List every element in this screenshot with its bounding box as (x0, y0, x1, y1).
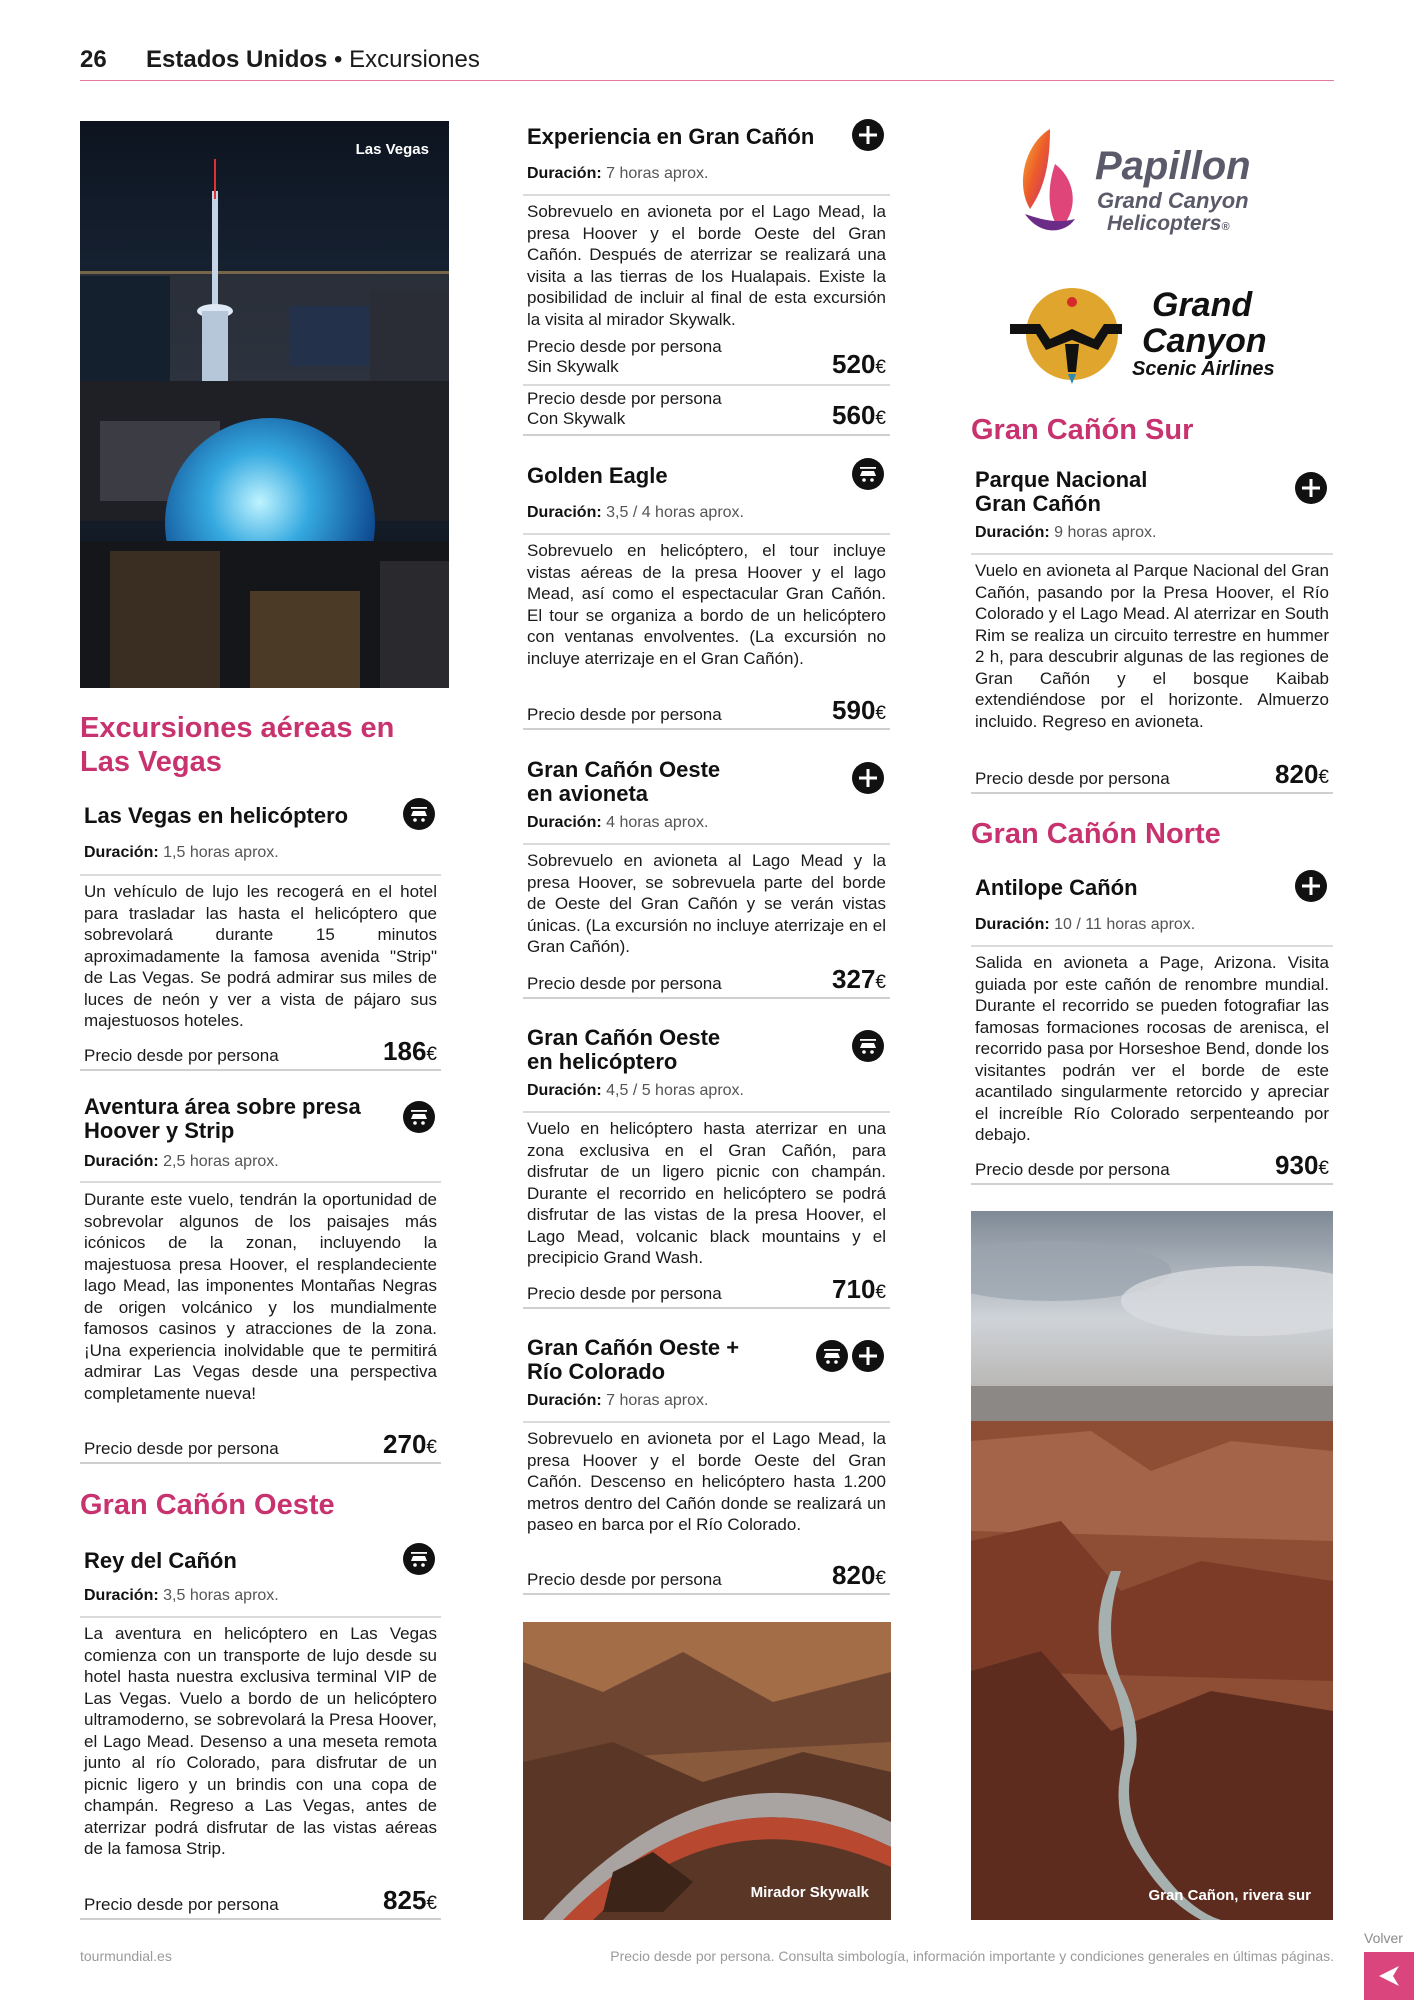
excursion-card (80, 796, 441, 1070)
excursion-duration: Duración: 7 horas aprox. (527, 1392, 709, 1409)
logo-text: Helicopters® (1107, 212, 1230, 235)
excursion-price: 825€ (383, 1885, 437, 1915)
excursion-card (523, 119, 890, 437)
excursion-duration: Duración: 3,5 horas aprox. (84, 1587, 279, 1604)
price-label: Precio desde por persona (975, 769, 1170, 788)
logo-text: Grand Canyon (1097, 188, 1249, 213)
excursion-description: Sobrevuelo en avioneta por el Lago Mead, la presa Hoover y el borde Oeste del Gran Cañón. Descenso en helicóptero hasta 1.200 metros dentro del Cañón donde se realizará un paseo en barca por el Río Colorado. (527, 1429, 886, 1534)
excursion-price: 710€ (832, 1274, 886, 1304)
excursion-duration: Duración: 4,5 / 5 horas aprox. (527, 1082, 744, 1099)
excursion-card (523, 458, 890, 730)
excursion-description: Un vehículo de lujo les recogerá en el hotel para trasladar las hasta el helicóptero que sobrevolará durante 15 minutos aproximadamente la famosa avenida "Strip" de Las Vegas. Se podrá admirar sus miles de luces de neón y ver a vista de pájaro sus majestuosos hoteles. (84, 882, 437, 1030)
price-label: Precio desde por persona Sin Skywalk (527, 337, 722, 376)
logo-text: Scenic Airlines (1132, 358, 1275, 380)
price-label: Precio desde por persona (975, 1160, 1170, 1179)
price-label: Precio desde por persona (527, 974, 722, 993)
excursion-price: 186€ (383, 1036, 437, 1066)
excursion-card (80, 1093, 441, 1463)
helicopter-icon (852, 458, 884, 490)
price-label: Precio desde por persona (527, 705, 722, 724)
helicopter-icon (403, 798, 435, 830)
excursion-description: Sobrevuelo en helicóptero, el tour incluye vistas aéreas de la presa Hoover y el lago Mead, así como el espectacular Gran Cañón. El tour se organiza a bordo de un helicóptero con ventanas envolventes. (La excursión no incluye aterrizaje en el Gran Cañón). (527, 541, 886, 668)
helicopter-icon (403, 1543, 435, 1575)
excursion-duration: Duración: 2,5 horas aprox. (84, 1153, 279, 1170)
footer-site[interactable]: tourmundial.es (80, 1948, 172, 1964)
price-label: Precio desde por persona Con Skywalk (527, 389, 722, 428)
price-label: Precio desde por persona (527, 1570, 722, 1589)
excursion-price: 590€ (832, 695, 886, 725)
grand-canyon-photo (971, 1211, 1333, 1920)
excursion-price: 327€ (832, 964, 886, 994)
price-label: Precio desde por persona (84, 1439, 279, 1458)
plane-icon (852, 119, 884, 151)
excursion-description: Vuelo en avioneta al Parque Nacional del Gran Cañón, pasando por la Presa Hoover, el Río Colorado y el Lago Mead. Al aterrizar en South Rim se realiza un circuito terrestre en hummer 2 h, para descubrir algunas de las regiones de Gran Cañón y el bosque Kaibab extendiéndose por el horizonte. Almuerzo incluido. Regreso en avioneta. (975, 561, 1329, 731)
back-arrow-icon (1375, 1962, 1403, 1990)
excursion-description: Vuelo en helicóptero hasta aterrizar en una zona exclusiva en el Gran Cañón, para disfrutar de un ligero picnic con champán. Durante el recorrido en helicóptero se podrá disfrutar de las vistas de la presa Hoover, el Lago Mead, volcanic black mountains y el precipicio Grand Wash. (527, 1119, 886, 1267)
excursion-card (523, 756, 890, 1000)
footer-note: Precio desde por persona. Consulta simbología, información importante y condiciones generales en últimas páginas. (610, 1948, 1334, 1964)
excursion-duration: Duración: 4 horas aprox. (527, 814, 709, 831)
excursion-name: Gran Cañón Oeste en helicóptero (527, 1025, 721, 1074)
excursion-card (523, 1334, 890, 1596)
excursion-card (971, 466, 1333, 796)
back-button[interactable] (1364, 1952, 1414, 2000)
excursion-name: Gran Cañón Oeste en avioneta (527, 757, 721, 806)
helicopter-icon (403, 1101, 435, 1133)
volver-label: Volver (1364, 1930, 1403, 1946)
excursion-description: Sobrevuelo en avioneta por el Lago Mead, la presa Hoover y el borde Oeste del Gran Cañón. Después de aterrizar se realizará una visita a las tierras de los Hualapais. Existe la posibilidad de incluir al final de esta excursión la visita al mirador Skywalk. (527, 202, 886, 329)
price-label: Precio desde por persona (84, 1046, 279, 1065)
skywalk-photo (523, 1622, 891, 1920)
photo-caption: Las Vegas (355, 141, 429, 158)
section-title-gran-canon-sur: Gran Cañón Sur (971, 414, 1194, 446)
excursion-price: 270€ (383, 1429, 437, 1459)
plane-icon (852, 762, 884, 794)
logo-text: Papillon (1095, 144, 1251, 188)
excursion-duration: Duración: 7 horas aprox. (527, 165, 709, 182)
excursion-name: Aventura área sobre presa Hoover y Strip (84, 1094, 361, 1143)
papillon-logo (1005, 124, 1265, 248)
las-vegas-photo (80, 121, 449, 688)
photo-caption: Mirador Skywalk (750, 1884, 869, 1901)
excursion-price: 930€ (1275, 1150, 1329, 1180)
plane-icon (1295, 472, 1327, 504)
page-header (80, 46, 1334, 81)
excursion-duration: Duración: 9 horas aprox. (975, 524, 1157, 541)
price-label: Precio desde por persona (527, 1284, 722, 1303)
section-title-gran-canon-oeste: Gran Cañón Oeste (80, 1489, 335, 1521)
price-label: Precio desde por persona (84, 1895, 279, 1914)
excursion-name: Antilope Cañón (975, 875, 1138, 900)
excursion-name: Parque Nacional Gran Cañón (975, 467, 1148, 516)
excursion-description: Sobrevuelo en avioneta al Lago Mead y la presa Hoover, se sobrevuela parte del borde de Oeste del Gran Cañón y se verán vistas únicas. (La excursión no incluye aterrizaje en el Gran Cañón). (527, 851, 886, 956)
excursion-card (80, 1541, 441, 1921)
excursion-price: 820€ (832, 1560, 886, 1590)
excursion-description: Durante este vuelo, tendrán la oportunidad de sobrevolar algunos de los paisajes más icónicos de la zonan, incluyendo la majestuosa presa Hoover, el resplandeciente lago Mead, las imponentes Montañas Negras de origen volcánico y los mundialmente famosos casinos y atracciones de la zona. ¡Una experiencia inolvidable que te permitirá admirar Las Vegas desde una perspectiva completamente nueva! (84, 1190, 437, 1403)
excursion-price: 520€ (832, 349, 886, 379)
excursion-price: 560€ (832, 400, 886, 430)
excursion-name: Golden Eagle (527, 463, 668, 488)
helicopter-icon (852, 1030, 884, 1062)
section-title-las-vegas: Excursiones aéreas en Las Vegas (80, 712, 395, 778)
excursion-description: La aventura en helicóptero en Las Vegas comienza con un transporte de lujo desde su hotel hasta nuestra exclusiva terminal VIP de Las Vegas. Vuelo a bordo de un helicóptero ultramoderno, se sobrevolará la Presa Hoover, el Lago Mead. Desenso a una meseta remota junto al río Colorado, para disfrutar de un picnic ligero y un brindis con una copa de champán. Regreso a Las Vegas, antes de aterrizar podrá disfrutar de las vistas aéreas de la famosa Strip. (84, 1624, 437, 1858)
page-number: 26 (80, 46, 107, 73)
excursion-name: Experiencia en Gran Cañón (527, 124, 815, 149)
excursion-duration: Duración: 10 / 11 horas aprox. (975, 916, 1196, 933)
excursion-name: Gran Cañón Oeste + Río Colorado (527, 1335, 740, 1384)
page-title: Estados Unidos • Excursiones (146, 46, 480, 73)
excursion-description: Salida en avioneta a Page, Arizona. Visita guiada por este cañón de renombre mundial. Durante el recorrido se pueden fotografiar las famosas formaciones rocosas de arenisca, el recorrido pasa por Horseshoe Bend, donde los visitantes podrán ver el borde de este acantilado singularmente retorcido y apreciar el increíble Río Colorado serpenteando por debajo. (975, 953, 1329, 1144)
logo-text: Grand (1152, 286, 1253, 324)
helicopter-icon (816, 1340, 848, 1372)
excursion-name: Rey del Cañón (84, 1548, 237, 1573)
photo-caption: Gran Cañon, rivera sur (1148, 1887, 1311, 1904)
plane-icon (852, 1340, 884, 1372)
excursion-price: 820€ (1275, 759, 1329, 789)
excursion-duration: Duración: 1,5 horas aprox. (84, 844, 279, 861)
excursion-duration: Duración: 3,5 / 4 horas aprox. (527, 504, 744, 521)
plane-icon (1295, 870, 1327, 902)
grand-canyon-scenic-logo (1010, 284, 1280, 388)
section-title-gran-canon-norte: Gran Cañón Norte (971, 818, 1221, 850)
excursion-card (523, 1024, 890, 1310)
logo-text: Canyon (1142, 322, 1267, 360)
excursion-name: Las Vegas en helicóptero (84, 803, 349, 828)
excursion-card (971, 870, 1333, 1190)
